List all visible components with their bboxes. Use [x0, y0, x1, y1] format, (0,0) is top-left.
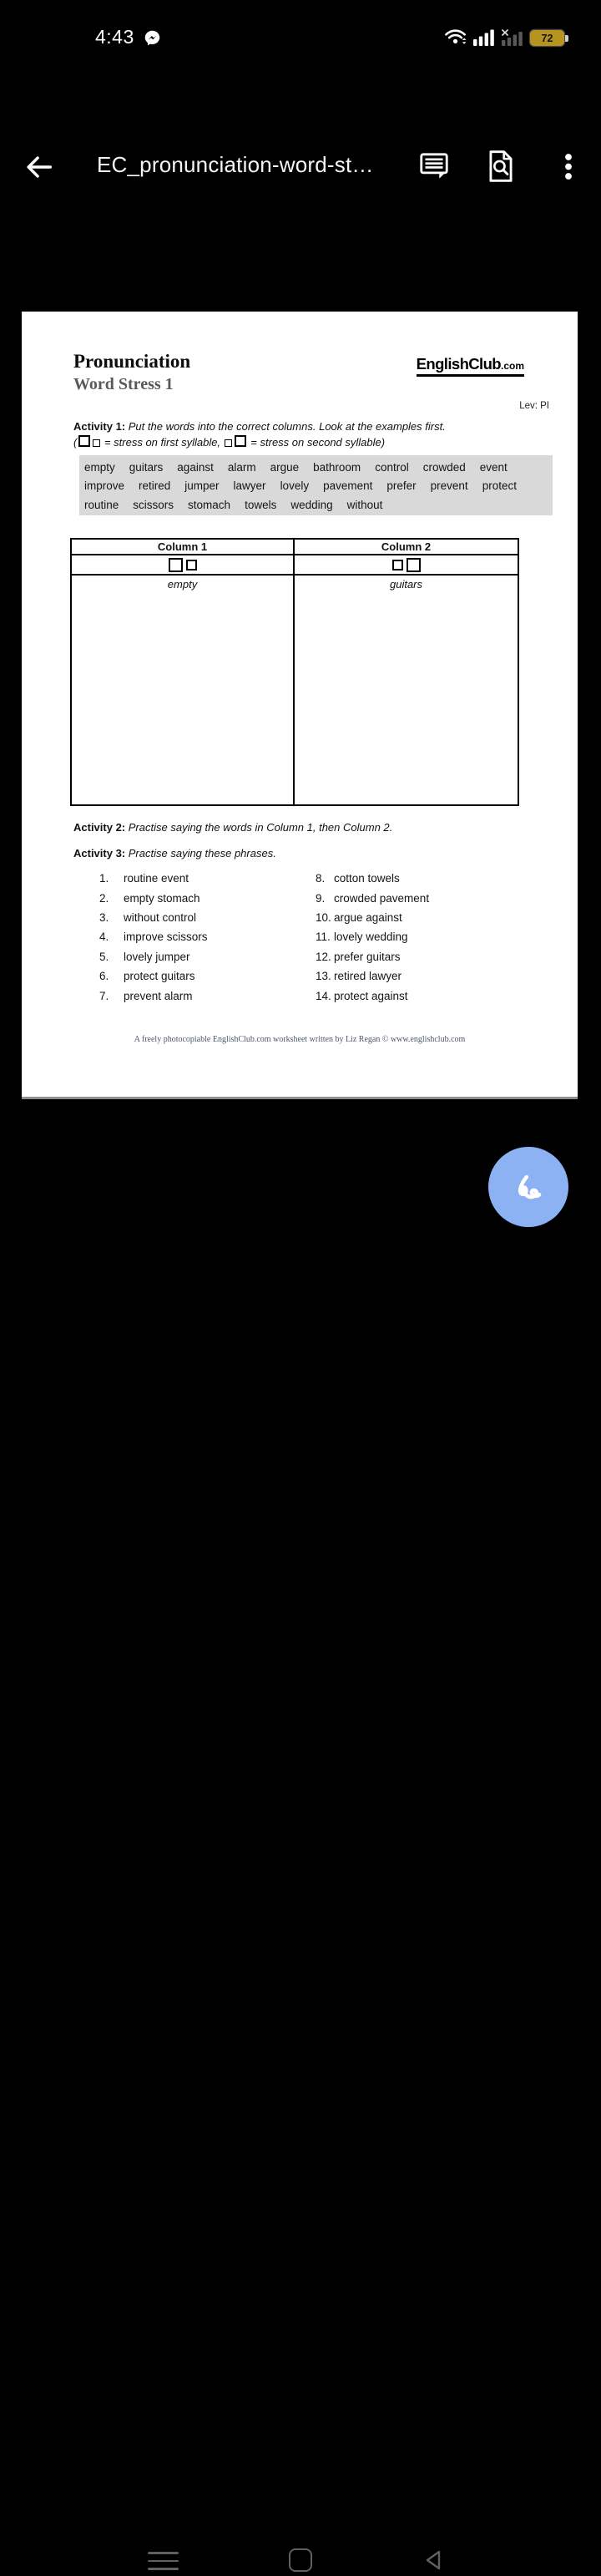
phrase-text: improve scissors — [124, 931, 208, 944]
activity1-instruction: Put the words into the correct columns. Look at the examples first. — [128, 420, 446, 433]
worksheet-subtitle: Word Stress 1 — [73, 375, 174, 393]
home-icon — [289, 2548, 312, 2572]
phrase-item — [316, 947, 429, 966]
battery-percent: 72 — [541, 32, 553, 44]
word-bank-row — [84, 495, 553, 515]
word-bank-row — [84, 458, 553, 477]
overflow-menu-button[interactable] — [552, 148, 585, 185]
wifi-icon — [445, 28, 467, 46]
word-bank-word: scissors — [133, 498, 174, 511]
find-in-page-icon — [483, 148, 518, 185]
column2-example: guitars — [389, 578, 423, 591]
phrase-item — [316, 966, 429, 986]
activity2-label: Activity 2: — [73, 821, 126, 834]
phrase-number: 2. — [99, 891, 109, 905]
word-bank-word: retired — [139, 479, 171, 493]
word-bank-word: pavement — [323, 479, 373, 493]
word-bank-word: crowded — [422, 460, 466, 474]
activity3-line — [73, 847, 276, 860]
phrase-text: lovely jumper — [124, 950, 190, 963]
phrase-item — [316, 986, 429, 1005]
phrase-text: prevent alarm — [124, 989, 193, 1002]
phrase-text: empty stomach — [124, 891, 200, 905]
nav-back-button[interactable] — [421, 2546, 449, 2574]
app-bar — [0, 71, 601, 177]
column1-header: Column 1 — [72, 540, 295, 555]
word-bank-word: towels — [245, 498, 277, 511]
phrase-number: 7. — [99, 989, 109, 1002]
battery-indicator — [530, 30, 564, 46]
word-bank-word: without — [346, 498, 383, 511]
activity3-instruction: Practise saying these phrases. — [128, 847, 276, 860]
phrase-text: argue against — [334, 910, 402, 924]
nav-recents-button[interactable] — [143, 2546, 183, 2576]
cellular-signal-icon — [473, 29, 496, 46]
legend-open: ( — [73, 436, 78, 449]
big-square-icon — [169, 558, 183, 572]
phrase-item — [99, 888, 208, 907]
phrase-number: 1. — [99, 872, 109, 885]
word-bank-word: stomach — [188, 498, 231, 511]
englishclub-logo — [417, 355, 524, 377]
phrase-item — [316, 888, 429, 907]
worksheet-title: Pronunciation — [73, 351, 191, 372]
word-bank-word: jumper — [184, 479, 220, 493]
annotation-icon — [417, 148, 452, 185]
back-triangle-icon — [423, 2548, 447, 2572]
back-arrow-icon — [23, 151, 55, 183]
stress-legend — [73, 435, 385, 449]
annotate-fab[interactable] — [488, 1147, 568, 1227]
status-icons — [445, 28, 564, 46]
phrase-text: lovely wedding — [334, 931, 408, 944]
phrase-item — [99, 947, 208, 966]
column1-example: empty — [72, 576, 295, 804]
word-bank-word: event — [479, 460, 508, 474]
big-square-icon — [407, 558, 421, 572]
legend-second-text: = stress on second syllable) — [250, 436, 386, 449]
word-bank-word: wedding — [290, 498, 333, 511]
word-bank-word: routine — [84, 498, 119, 511]
word-bank-word: lovely — [280, 479, 310, 493]
nav-home-button[interactable] — [286, 2546, 315, 2574]
small-square-icon — [93, 439, 100, 447]
small-square-icon — [225, 439, 232, 447]
phrase-item — [316, 908, 429, 927]
word-bank-word: prevent — [430, 479, 468, 493]
phrase-number: 14. — [316, 989, 331, 1002]
status-bar — [0, 0, 601, 67]
big-square-icon — [78, 435, 90, 447]
word-bank-word: guitars — [129, 460, 164, 474]
phrase-item — [316, 869, 429, 888]
phrase-number: 3. — [99, 910, 109, 924]
level-label: Lev: PI — [519, 401, 549, 411]
phrase-number: 6. — [99, 970, 109, 983]
phrase-number: 5. — [99, 950, 109, 963]
word-bank-word: protect — [482, 479, 517, 493]
word-bank-word: argue — [270, 460, 300, 474]
hamburger-icon — [148, 2552, 179, 2554]
word-bank-word: bathroom — [313, 460, 361, 474]
phrase-item — [316, 927, 429, 946]
phrase-text: cotton towels — [334, 872, 400, 885]
document-title: EC_pronunciation-word-st… — [97, 152, 374, 177]
phrase-text: routine event — [124, 872, 189, 885]
legend-first-text: = stress on first syllable, — [104, 436, 221, 449]
phrase-number: 9. — [316, 891, 326, 905]
small-square-icon — [186, 560, 197, 570]
word-bank-word: control — [375, 460, 409, 474]
phrase-item — [99, 927, 208, 946]
phrase-list-right — [316, 869, 429, 1006]
phrase-item — [99, 986, 208, 1005]
logo-main-text: EnglishClub — [416, 355, 501, 373]
word-bank-word: lawyer — [233, 479, 266, 493]
word-bank-word: against — [177, 460, 214, 474]
activity2-line — [73, 821, 392, 834]
column2-header: Column 2 — [295, 540, 518, 555]
phrase-text: prefer guitars — [334, 950, 401, 963]
column2-stress-pattern — [295, 555, 518, 576]
activity1-label: Activity 1: — [73, 420, 126, 433]
back-button[interactable] — [23, 151, 55, 183]
logo-suffix-text: .com — [500, 360, 524, 372]
messenger-icon — [144, 29, 161, 47]
big-square-icon — [235, 435, 246, 447]
phrase-item — [99, 908, 208, 927]
word-bank-word: alarm — [227, 460, 256, 474]
activity1-line — [73, 420, 446, 433]
word-bank-word: prefer — [386, 479, 417, 493]
overflow-menu-icon — [552, 148, 585, 185]
phrase-number: 12. — [316, 950, 331, 963]
word-bank-word: empty — [84, 460, 115, 474]
word-bank-row — [84, 477, 553, 496]
phrase-item — [99, 869, 208, 888]
clock: 4:43 — [95, 26, 134, 48]
worksheet-footer: A freely photocopiable EnglishClub.com worksheet written by Liz Regan © www.englishclub.com — [134, 1035, 466, 1044]
word-bank — [79, 455, 553, 515]
scribble-pen-icon — [507, 1165, 550, 1209]
phrase-number: 4. — [99, 931, 109, 944]
phrase-text: crowded pavement — [334, 891, 430, 905]
activity3-label: Activity 3: — [73, 847, 126, 860]
word-bank-word: improve — [84, 479, 125, 493]
phrase-number: 13. — [316, 970, 331, 983]
column1-stress-pattern — [72, 555, 295, 576]
phrase-text: protect guitars — [124, 970, 195, 983]
no-service-icon — [502, 29, 524, 46]
activity2-instruction: Practise saying the words in Column 1, then Column 2. — [128, 821, 393, 834]
phrase-number: 11. — [316, 931, 331, 944]
phrase-text: retired lawyer — [334, 970, 402, 983]
find-in-page-button[interactable] — [483, 148, 518, 185]
navigation-bar — [0, 1261, 601, 1336]
annotation-button[interactable] — [417, 148, 452, 185]
columns-table — [70, 538, 519, 806]
phrase-text: protect against — [334, 989, 408, 1002]
phrase-list-left — [99, 869, 208, 1006]
phrase-number: 10. — [316, 910, 331, 924]
small-square-icon — [392, 560, 403, 570]
pdf-page[interactable] — [22, 312, 578, 1097]
phrase-item — [99, 966, 208, 986]
phrase-number: 8. — [316, 872, 326, 885]
phrase-text: without control — [124, 910, 197, 924]
